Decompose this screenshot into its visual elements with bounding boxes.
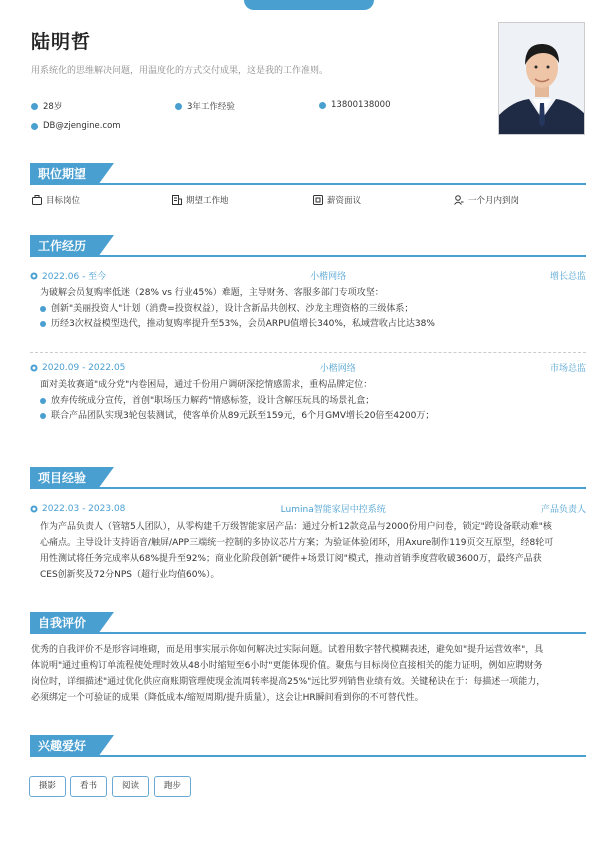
project-period-text: 2022.03 - 2023.08 [42,503,126,514]
hobby-tag: 看书 [70,776,107,797]
intent-city [172,194,229,206]
dot-icon [319,102,326,109]
section-hobby [30,735,586,757]
project-header [30,502,586,515]
work-header-2 [30,361,586,374]
self-eval-line: 体说明"通过重构订单流程使处理时效从48小时缩短至6小时"更能体现价值。聚焦与目标岗位直接相关的能力证明，例如应聘财务 [31,661,543,671]
intent-position [32,194,80,206]
bullet-text: 联合产品团队实现3轮包装测试，使客单价从89元跃至159元，6个月GMV增长20倍至4200万； [51,411,435,421]
timeline-dot-icon [30,505,38,513]
info-email [31,121,121,131]
work-summary: 为破解会员复购率低迷（28% vs 行业45%）难题，主导财务、客服多部门专项攻坚： [40,288,384,298]
top-accent-bar [244,0,374,10]
work-period [30,361,125,374]
avatar [498,22,585,135]
dot-icon [31,103,38,110]
briefcase-icon [32,195,42,205]
wallet-icon [313,195,323,205]
section-underline [30,632,586,634]
bullet-icon [40,321,46,327]
timeline-dot-icon [30,364,38,372]
section-job-intent [30,163,586,185]
project-line: 用性测试将任务完成率从68%提升至92%；商业化阶段创新"硬件+场景订阅"模式，推动首销季度营收破3600万，最终产品获 [40,554,542,564]
section-self [30,612,586,634]
self-eval-line: 优秀的自我评价不是形容词堆砌，而是用事实展示你如何解决过实际问题。试着用数字替代模糊表述，避免如"提升运营效率"，具 [31,645,544,655]
section-corner [98,235,114,257]
section-project [30,467,586,489]
self-eval-line: 必须绑定一个可验证的成果（降低成本/缩短周期/提升质量），这会让HR瞬间看到你的不可替代性。 [31,693,424,703]
hobby-tag: 摄影 [29,776,66,797]
self-eval-line: 岗位时，详细描述"通过优化供应商账期管理使现金流周转率提高25%"远比罗列销售业绩有效。关键秘诀在于：每描述一项能力， [31,677,546,687]
divider [30,352,586,353]
experience-value: 3年工作经验 [187,102,235,112]
work-company: 小楷网络 [319,364,356,374]
section-underline [30,755,586,757]
work-period-text: 2020.09 - 2022.05 [42,362,126,373]
bullet-text: 历经3次权益模型迭代，推动复购率提升至53%，会员ARPU值增长340%，私域营收占比达38% [51,319,435,329]
user-icon [454,195,464,205]
section-title: 工作经历 [30,235,98,257]
project-period [30,502,125,515]
project-line: 作为产品负责人（管辖5人团队），从零构建千万级智能家居产品：通过分析12款竞品与2000份用户问卷，锁定"跨设备联动难"核 [40,522,552,532]
info-age [31,100,62,112]
section-underline [30,255,586,257]
intent-salary-label: 薪资面议 [327,196,362,206]
age-value: 28岁 [43,102,63,112]
bullet-text: 创新"美丽投资人"计划（消费=投资权益），设计含新品共创权、沙龙主理资格的三级体系； [51,303,414,314]
list-item [40,394,586,410]
bullet-text: 放弃传统成分宣传，首创"职场压力解药"情感标签，设计含解压玩具的场景礼盒； [51,395,375,406]
work-period-text: 2022.06 - 至今 [42,272,107,282]
info-phone [319,100,391,110]
section-corner [98,163,114,185]
bullet-icon [40,413,46,419]
work-title: 市场总监 [549,364,586,374]
project-body [40,519,586,583]
hobby-tag: 跑步 [154,776,191,797]
section-underline [30,183,586,185]
section-corner [98,467,114,489]
building-icon [172,195,182,205]
list-item [40,409,586,425]
intent-salary [313,194,361,206]
work-body-2 [40,378,586,425]
section-title: 兴趣爱好 [30,735,98,757]
intent-arrival-label: 一个月内到岗 [468,196,520,206]
bullet-icon [40,398,46,404]
work-period [30,269,106,282]
timeline-dot-icon [30,272,38,280]
intent-arrival [454,194,519,206]
intent-city-label: 期望工作地 [186,196,229,206]
project-name: Lumina智能家居中控系统 [280,505,386,515]
project-role: 产品负责人 [540,505,586,515]
section-title: 项目经验 [30,467,98,489]
candidate-motto: 用系统化的思维解决问题，用温度化的方式交付成果，这是我的工作准则。 [31,66,329,76]
section-title: 职位期望 [30,163,98,185]
section-corner [98,735,114,757]
hobby-tag: 阅读 [112,776,149,797]
section-work [30,235,586,257]
work-company: 小楷网络 [310,272,347,282]
intent-position-label: 目标岗位 [46,196,81,206]
bullet-icon [40,306,46,312]
list-item [40,302,586,318]
list-item [40,317,586,333]
section-underline [30,487,586,489]
section-corner [98,612,114,634]
section-title: 自我评价 [30,612,98,634]
candidate-name: 陆明哲 [31,31,92,53]
work-summary: 面对美妆赛道"成分党"内卷困局，通过千份用户调研深挖情感需求，重构品牌定位： [40,380,373,390]
work-body-1 [40,286,586,333]
self-eval-body [31,642,586,706]
email-value: DB@zjengine.com [43,121,121,131]
dot-icon [175,103,182,110]
info-experience [175,100,235,112]
project-line: 心痛点。主导设计支持语音/触屏/APP三端统一控制的多协议芯片方案；为验证体验闭环，用Axure制作119页交互原型，经8轮可 [40,538,554,548]
phone-value: 13800138000 [331,100,391,110]
work-title: 增长总监 [549,272,586,282]
project-line: CES创新奖及72分NPS（超行业均值60%）。 [40,570,220,580]
work-header-1 [30,269,586,282]
dot-icon [31,123,38,130]
